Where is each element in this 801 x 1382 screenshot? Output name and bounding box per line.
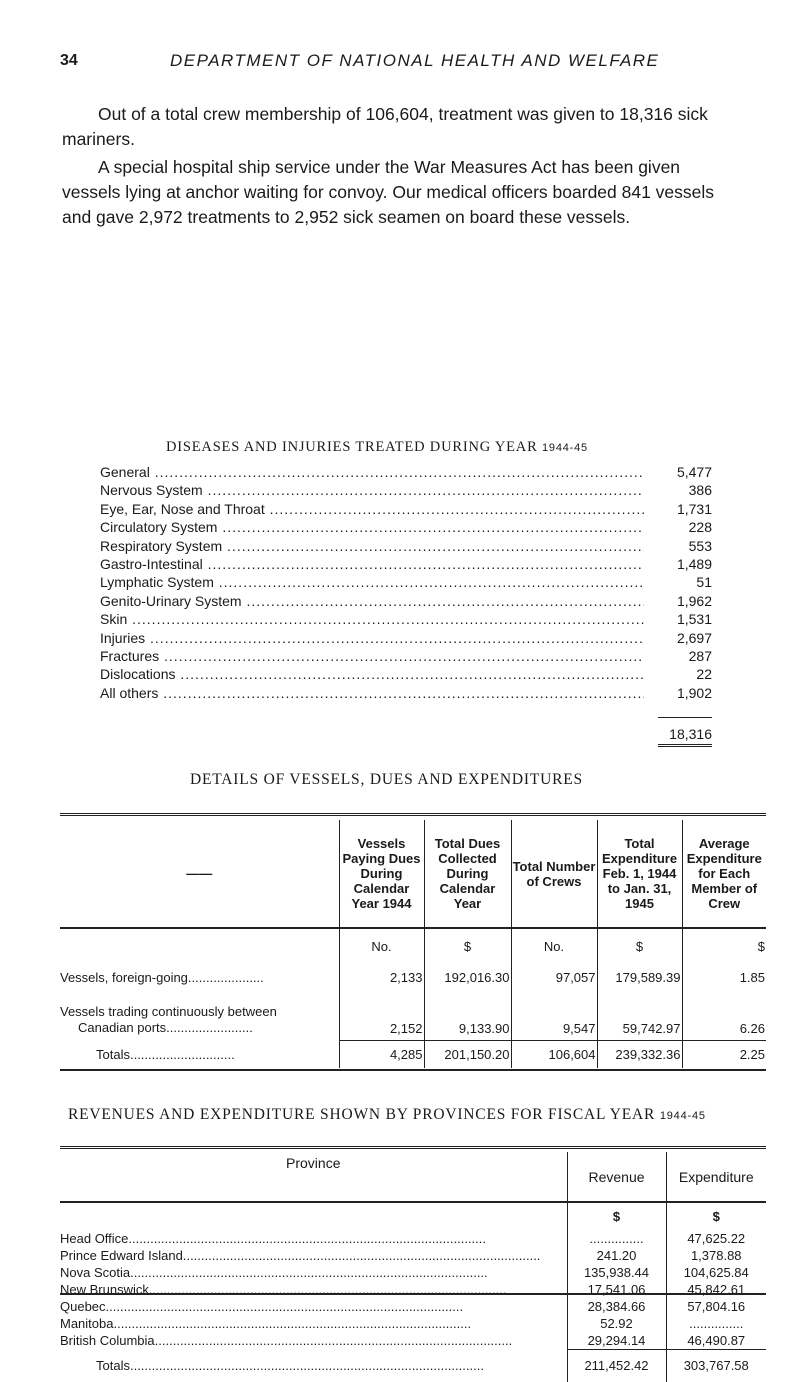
- diseases-title-year: 1944-45: [541, 442, 588, 454]
- disease-row: [100, 630, 712, 648]
- table-row: [60, 964, 766, 990]
- cell: 4,285: [339, 1040, 424, 1068]
- revenues-header-row: [60, 1152, 766, 1202]
- revenue-cell: 135,938.44: [567, 1264, 666, 1281]
- col-header-expenditure: Expenditure: [666, 1152, 766, 1202]
- cell: 59,742.97: [597, 990, 682, 1040]
- paragraph-hospital-ship: A special hospital ship service under the War Measures Act has been given vessels lying at anchor waiting for convoy. Our medical officers boarded 841 vessels and gave 2,972 treatments to 2,952 sick seamen on board these vessels.: [62, 157, 715, 227]
- disease-row: [100, 482, 712, 500]
- disease-label: General .....: [100, 464, 644, 480]
- disease-label: Skin .....: [100, 611, 644, 627]
- cell: 106,604: [511, 1040, 597, 1068]
- province-label: Head Office...................................................................................................: [60, 1231, 486, 1246]
- unit-cell: $: [666, 1202, 766, 1230]
- col-header-province: Province: [286, 1155, 341, 1171]
- disease-label: Respiratory System .....: [100, 538, 644, 554]
- disease-label: Nervous System .....: [100, 482, 644, 498]
- disease-count: 51: [696, 574, 712, 591]
- table-row: [60, 1332, 766, 1350]
- paragraph-crew: Out of a total crew membership of 106,604, treatment was given to 18,316 sick mariners.: [62, 104, 708, 149]
- stub-header: ——: [186, 866, 213, 881]
- revenue-cell: 28,384.66: [567, 1298, 666, 1315]
- disease-count: 1,962: [676, 592, 712, 609]
- cell: 192,016.30: [424, 964, 511, 990]
- unit-cell: No.: [339, 928, 424, 964]
- disease-label: Fractures .....: [100, 648, 644, 664]
- revenues-table: [60, 1152, 766, 1382]
- disease-label: Dislocations .....: [100, 666, 644, 682]
- cell: 97,057: [511, 964, 597, 990]
- vessels-header-row: [60, 820, 766, 928]
- disease-row: [100, 685, 712, 703]
- disease-row: [100, 501, 712, 519]
- disease-label: Genito-Urinary System .....: [100, 593, 644, 609]
- totals-label: Totals..................................................................................................: [96, 1358, 484, 1373]
- expenditure-cell: 104,625.84: [666, 1264, 766, 1281]
- revenues-title: [68, 1106, 706, 1124]
- cell: 9,547: [511, 990, 597, 1040]
- col-header-vessels: Vessels Paying Dues During Calendar Year 1944: [339, 820, 424, 928]
- col-header-expenditure: Total Expenditure Feb. 1, 1944 to Jan. 31, 1945: [597, 820, 682, 928]
- table-row: [60, 1281, 766, 1298]
- province-label: Nova Scotia...................................................................................................: [60, 1265, 488, 1280]
- page-number: 34: [60, 52, 78, 69]
- disease-row: [100, 666, 712, 684]
- vessels-table: [60, 820, 766, 1068]
- revenues-bottom-rule: [60, 1293, 766, 1295]
- disease-label: All others .....: [100, 685, 644, 701]
- disease-label: Injuries .....: [100, 630, 644, 646]
- revenues-title-text: REVENUES AND EXPENDITURE SHOWN BY PROVINCES FOR FISCAL YEAR: [68, 1106, 656, 1123]
- disease-row: [100, 648, 712, 666]
- expenditure-cell: ...............: [666, 1315, 766, 1332]
- disease-count: 5,477: [676, 464, 712, 480]
- province-label: New Brunswick...................................................................................................: [60, 1282, 507, 1297]
- diseases-total: 18,316: [669, 726, 712, 742]
- unit-cell: $: [567, 1202, 666, 1230]
- table-row: [60, 1298, 766, 1315]
- totals-row: [60, 1040, 766, 1068]
- province-label: Prince Edward Island...................................................................................................: [60, 1248, 541, 1263]
- disease-count: 287: [688, 647, 712, 664]
- cell: 2.25: [682, 1040, 766, 1068]
- col-header-average: Average Expenditure for Each Member of Crew: [682, 820, 766, 928]
- cell: 179,589.39: [597, 964, 682, 990]
- table-row: [60, 1247, 766, 1264]
- unit-cell: $: [597, 928, 682, 964]
- vessels-top-rule: [60, 813, 766, 816]
- cell: 6.26: [682, 990, 766, 1040]
- province-label: British Columbia...................................................................................................: [60, 1333, 513, 1349]
- cell: 1.85: [682, 964, 766, 990]
- revenues-units-row: [60, 1202, 766, 1230]
- diseases-title-text: DISEASES AND INJURIES TREATED DURING YEAR: [166, 439, 538, 455]
- unit-cell: $: [682, 928, 766, 964]
- revenue-cell: 29,294.14: [567, 1332, 666, 1350]
- disease-row: [100, 611, 712, 629]
- col-header-revenue: Revenue: [567, 1152, 666, 1202]
- vessels-bottom-rule: [60, 1069, 766, 1071]
- disease-count: 22: [696, 666, 712, 683]
- revenue-cell: 241.20: [567, 1247, 666, 1264]
- disease-count: 228: [688, 519, 712, 536]
- expenditure-cell: 57,804.16: [666, 1298, 766, 1315]
- totals-row: [60, 1350, 766, 1382]
- province-label: Manitoba...................................................................................................: [60, 1316, 472, 1331]
- disease-count: 1,731: [676, 500, 712, 517]
- disease-row: [100, 556, 712, 574]
- running-title: DEPARTMENT OF NATIONAL HEALTH AND WELFARE: [170, 51, 660, 70]
- disease-label: Circulatory System .....: [100, 519, 644, 535]
- expenditure-cell: 46,490.87: [666, 1332, 766, 1350]
- total-double-rule: [658, 744, 712, 748]
- disease-count: 386: [688, 482, 712, 499]
- table-row: [60, 1315, 766, 1332]
- disease-row: [100, 519, 712, 537]
- row-label: Vessels trading continuously between Canadian ports........................: [60, 1004, 277, 1035]
- table-row: [60, 1264, 766, 1281]
- disease-count: 553: [688, 537, 712, 554]
- unit-cell: $: [424, 928, 511, 964]
- table-row: [60, 1230, 766, 1247]
- expenditure-cell: 45,842.61: [666, 1281, 766, 1298]
- disease-count: 2,697: [676, 629, 712, 646]
- disease-label: Gastro-Intestinal .....: [100, 556, 644, 572]
- revenue-cell: 52.92: [567, 1315, 666, 1332]
- diseases-title: [166, 439, 588, 456]
- disease-row: [100, 464, 712, 482]
- expenditure-cell: 1,378.88: [666, 1247, 766, 1264]
- totals-label: Totals.............................: [96, 1046, 235, 1062]
- revenue-cell: ...............: [567, 1230, 666, 1247]
- revenues-title-year: 1944-45: [659, 1110, 706, 1122]
- disease-row: [100, 593, 712, 611]
- disease-count: 1,531: [676, 611, 712, 628]
- col-header-dues: Total Dues Collected During Calendar Year: [424, 820, 511, 928]
- expenditure-cell: 47,625.22: [666, 1230, 766, 1247]
- cell: 239,332.36: [597, 1040, 682, 1068]
- disease-row: [100, 538, 712, 556]
- revenue-cell: 17,541.06: [567, 1281, 666, 1298]
- col-header-crews: Total Number of Crews: [511, 820, 597, 928]
- province-label: Quebec...................................................................................................: [60, 1299, 464, 1314]
- disease-row: [100, 574, 712, 592]
- unit-cell: No.: [511, 928, 597, 964]
- cell: 2,152: [339, 990, 424, 1040]
- disease-label: Lymphatic System .....: [100, 574, 644, 590]
- cell: 9,133.90: [424, 990, 511, 1040]
- vessels-units-row: [60, 928, 766, 964]
- row-label: Vessels, foreign-going.....................: [60, 969, 264, 985]
- cell: 303,767.58: [666, 1350, 766, 1382]
- disease-count: 1,902: [676, 684, 712, 701]
- revenues-top-rule: [60, 1146, 766, 1149]
- disease-count: 1,489: [676, 555, 712, 572]
- cell: 2,133: [339, 964, 424, 990]
- total-rule: [658, 717, 712, 718]
- cell: 201,150.20: [424, 1040, 511, 1068]
- table-row: [60, 990, 766, 1040]
- cell: 211,452.42: [567, 1350, 666, 1382]
- diseases-list: [100, 464, 712, 703]
- vessels-title: DETAILS OF VESSELS, DUES AND EXPENDITURES: [190, 771, 583, 788]
- disease-label: Eye, Ear, Nose and Throat .....: [100, 501, 644, 517]
